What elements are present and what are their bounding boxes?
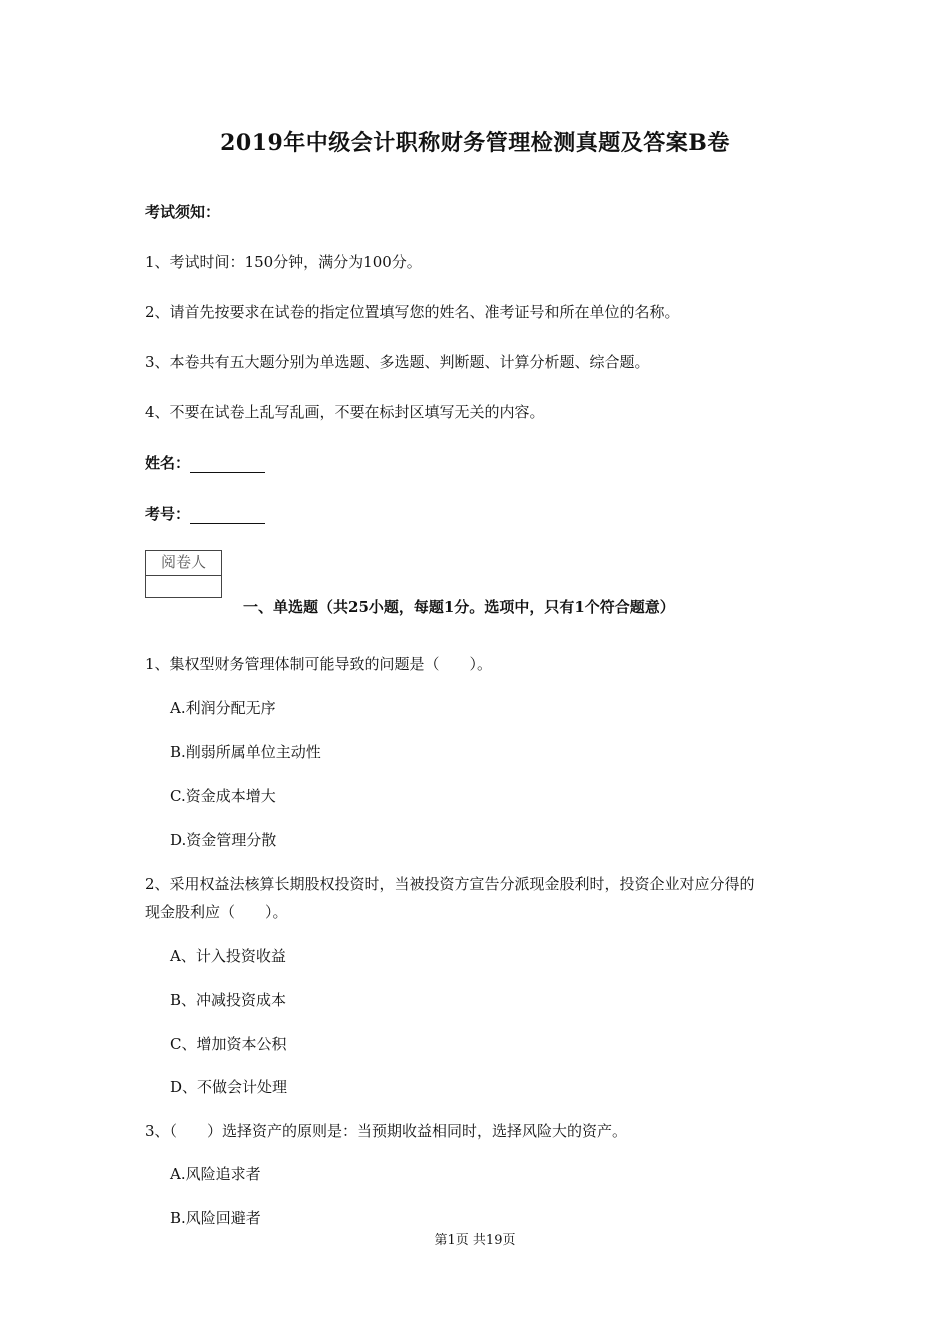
question-option: D、不做会计处理 <box>170 1078 288 1096</box>
notice-item: 1、考试时间：150分钟，满分为100分。 <box>145 253 422 271</box>
question-option: A.利润分配无序 <box>170 699 276 717</box>
question-stem: 3、（ ）选择资产的原则是：当预期收益相同时，选择风险大的资产。 <box>145 1122 628 1140</box>
question-option: B.削弱所属单位主动性 <box>170 743 321 761</box>
page-title: 2019年中级会计职称财务管理检测真题及答案B卷 <box>220 130 730 156</box>
name-field <box>145 452 265 473</box>
question-option: A、计入投资收益 <box>170 947 286 965</box>
question-stem-continued: 现金股利应（ ）。 <box>145 903 288 921</box>
question-option: B.风险回避者 <box>170 1209 261 1227</box>
page-footer: 第1页 共19页 <box>434 1233 516 1248</box>
question-option: C.资金成本增大 <box>170 787 276 805</box>
question-stem: 1、集权型财务管理体制可能导致的问题是（ ）。 <box>145 655 493 673</box>
notice-heading: 考试须知： <box>145 203 221 221</box>
id-field <box>145 503 265 524</box>
section-title: 一、单选题（共25小题，每题1分。选项中，只有1个符合题意） <box>243 598 675 616</box>
notice-item: 4、不要在试卷上乱写乱画，不要在标封区填写无关的内容。 <box>145 403 545 421</box>
id-label: 考号： <box>145 505 191 523</box>
reviewer-label: 阅卷人 <box>146 551 221 576</box>
question-option: C、增加资本公积 <box>170 1035 287 1053</box>
question-stem: 2、采用权益法核算长期股权投资时，当被投资方宣告分派现金股利时，投资企业对应分得的 <box>145 875 755 893</box>
name-label: 姓名： <box>145 454 191 472</box>
notice-item: 2、请首先按要求在试卷的指定位置填写您的姓名、准考证号和所在单位的名称。 <box>145 303 680 321</box>
notice-item: 3、本卷共有五大题分别为单选题、多选题、判断题、计算分析题、综合题。 <box>145 353 650 371</box>
name-blank[interactable] <box>190 456 265 473</box>
question-option: A.风险追求者 <box>170 1165 261 1183</box>
question-option: D.资金管理分散 <box>170 831 277 849</box>
reviewer-box <box>145 550 222 598</box>
question-option: B、冲减投资成本 <box>170 991 287 1009</box>
id-blank[interactable] <box>190 507 265 524</box>
